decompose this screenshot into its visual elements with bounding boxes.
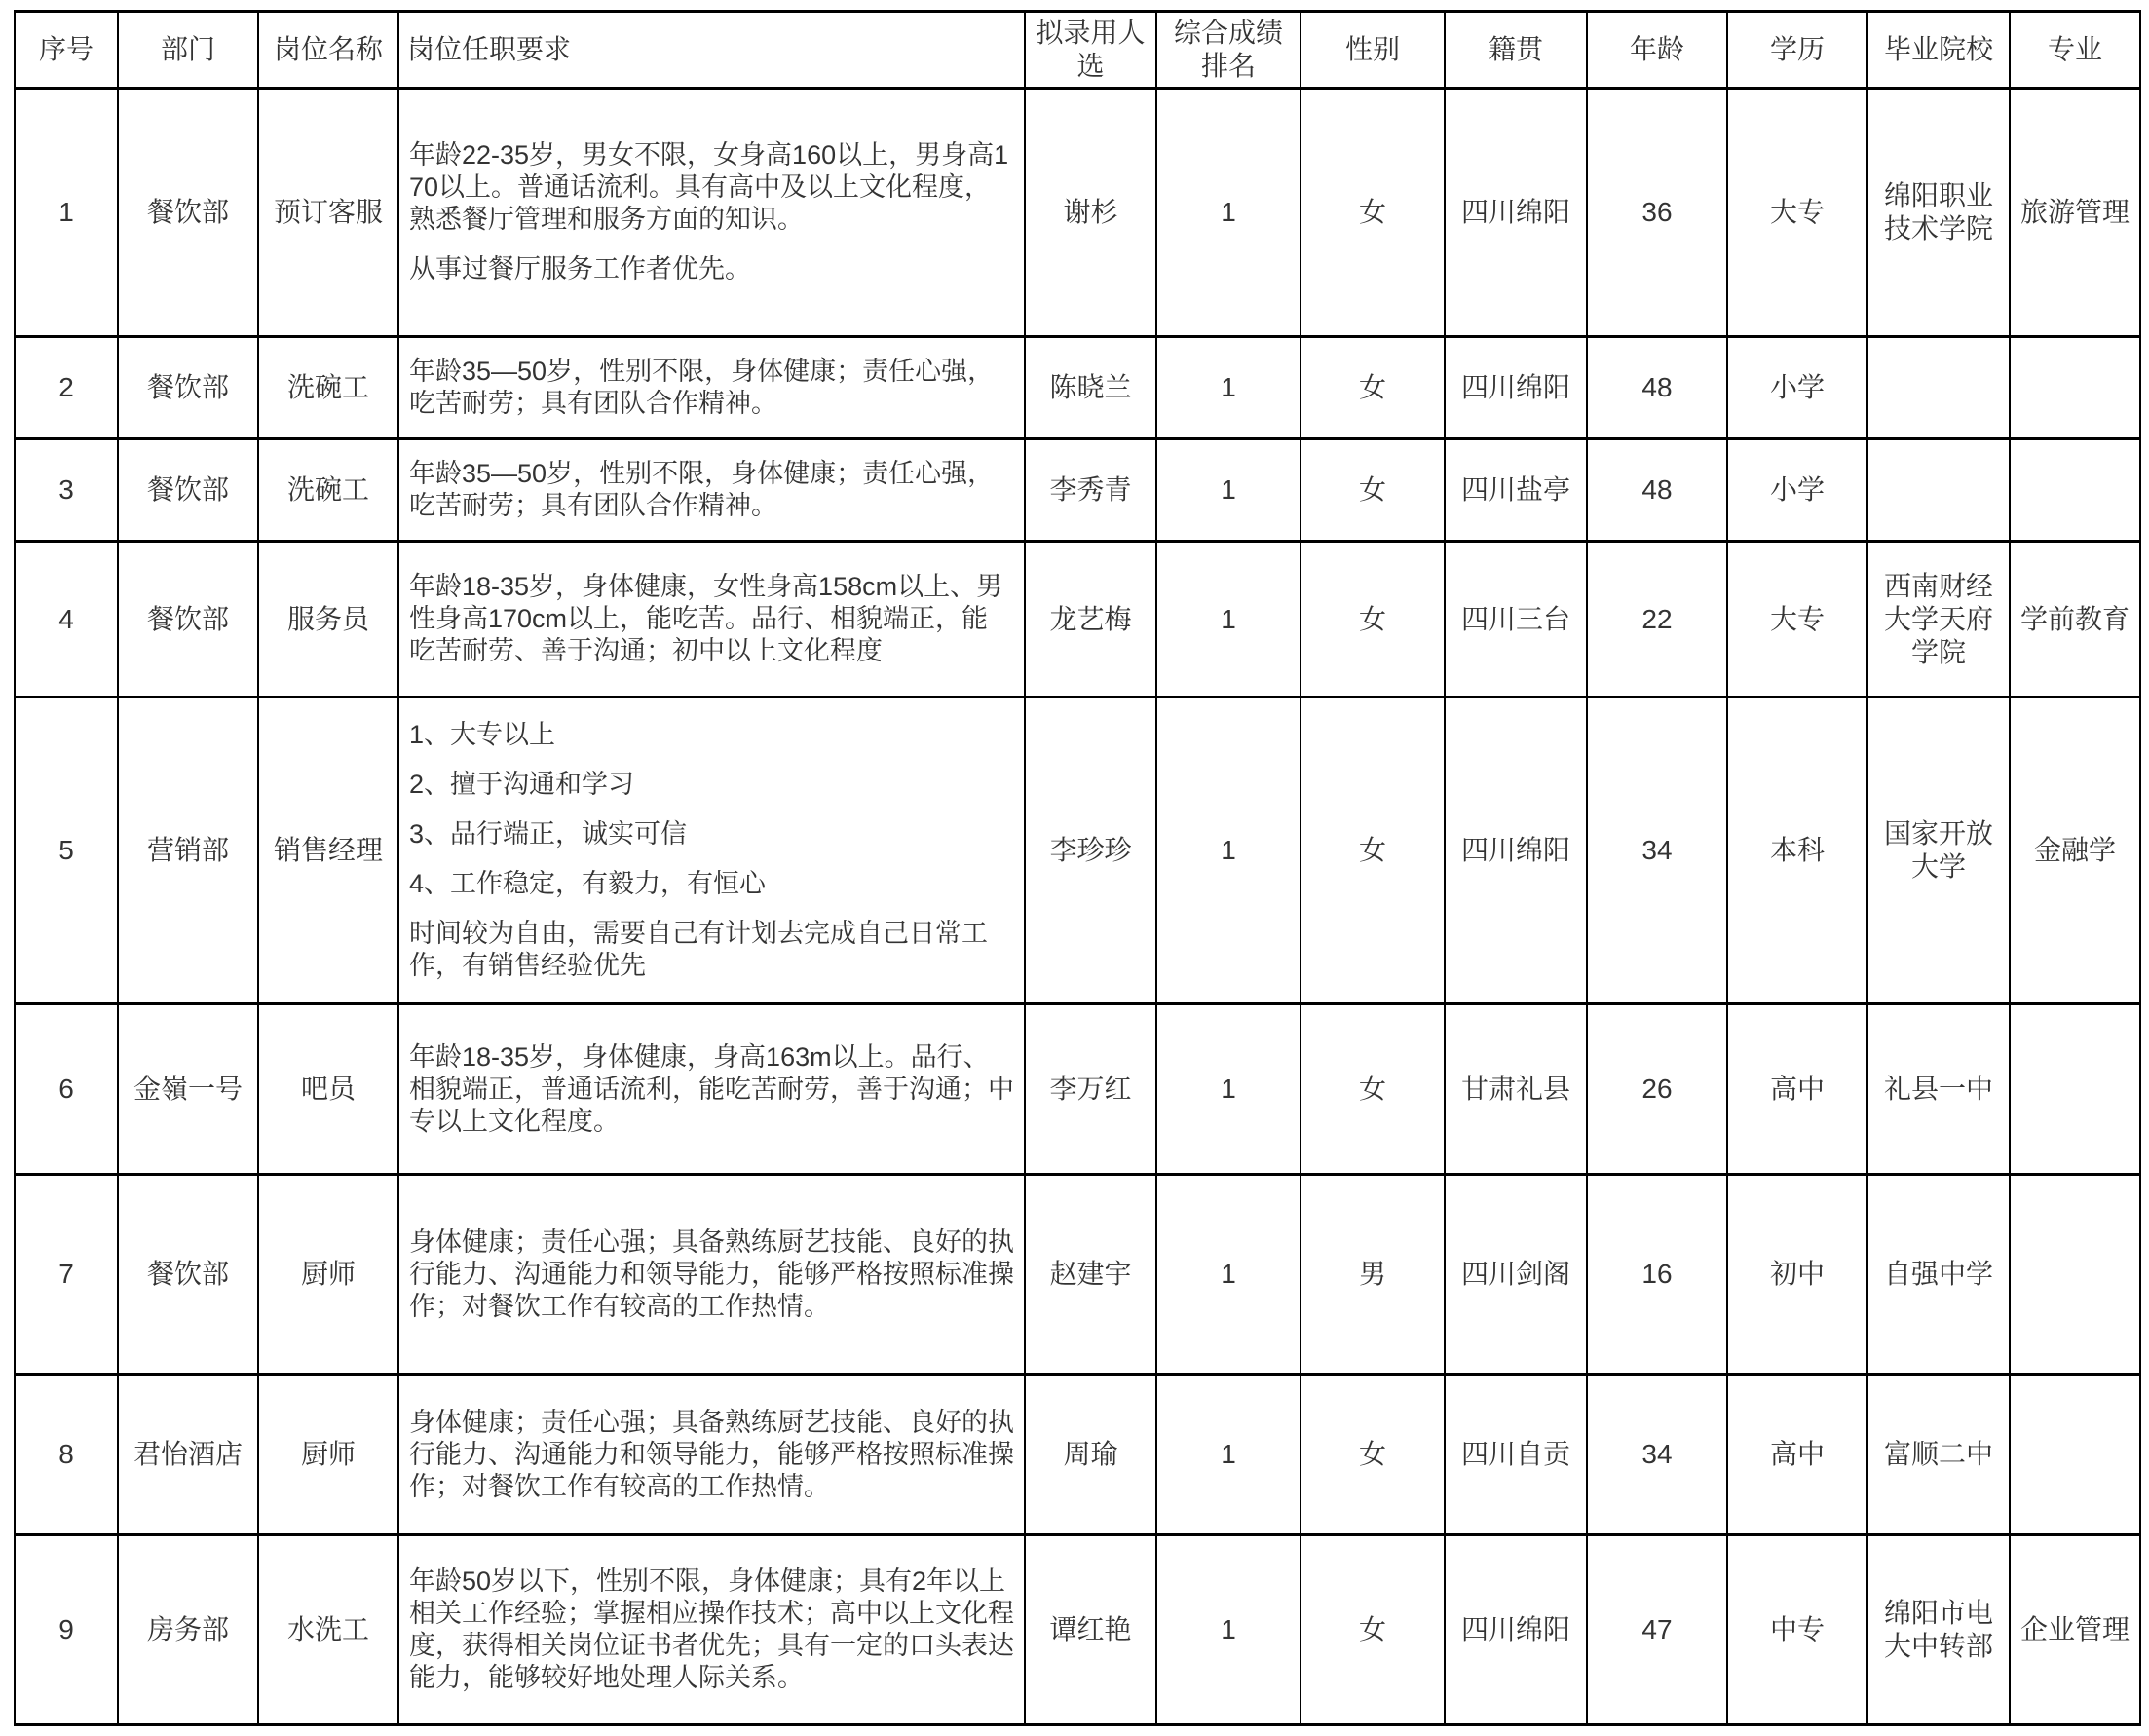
cell-requirements bbox=[398, 1175, 1025, 1375]
cell-department: 餐饮部 bbox=[118, 89, 258, 337]
cell-gender: 女 bbox=[1301, 439, 1445, 542]
cell-position: 吧员 bbox=[258, 1004, 398, 1175]
column-header-education: 学历 bbox=[1727, 12, 1867, 89]
requirement-paragraph: 年龄18-35岁，身体健康，身高163m以上。品行、相貌端正，普通话流利，能吃苦耐劳，善于沟通；中专以上文化程度。 bbox=[409, 1041, 1014, 1136]
cell-candidate: 谭红艳 bbox=[1025, 1535, 1156, 1725]
cell-rank: 1 bbox=[1156, 89, 1301, 337]
cell-position: 洗碗工 bbox=[258, 439, 398, 542]
cell-department: 金嶺一号 bbox=[118, 1004, 258, 1175]
cell-candidate: 陈晓兰 bbox=[1025, 337, 1156, 439]
cell-education: 大专 bbox=[1727, 89, 1867, 337]
column-header-major: 专业 bbox=[2010, 12, 2140, 89]
table-body bbox=[15, 89, 2140, 1725]
cell-major bbox=[2010, 1375, 2140, 1535]
cell-age: 36 bbox=[1587, 89, 1727, 337]
cell-candidate: 李万红 bbox=[1025, 1004, 1156, 1175]
cell-hometown: 四川绵阳 bbox=[1445, 1535, 1587, 1725]
requirement-paragraph: 3、品行端正，诚实可信 bbox=[409, 819, 688, 849]
cell-position: 销售经理 bbox=[258, 698, 398, 1004]
cell-gender: 女 bbox=[1301, 89, 1445, 337]
cell-position: 厨师 bbox=[258, 1175, 398, 1375]
cell-school bbox=[1867, 439, 2010, 542]
cell-rank: 1 bbox=[1156, 1175, 1301, 1375]
cell-gender: 男 bbox=[1301, 1175, 1445, 1375]
table-row bbox=[15, 1535, 2140, 1725]
cell-age: 26 bbox=[1587, 1004, 1727, 1175]
cell-hometown: 四川绵阳 bbox=[1445, 337, 1587, 439]
requirement-paragraph: 1、大专以上 bbox=[409, 720, 556, 749]
cell-education: 高中 bbox=[1727, 1375, 1867, 1535]
cell-requirements bbox=[398, 1375, 1025, 1535]
cell-education: 小学 bbox=[1727, 439, 1867, 542]
cell-age: 34 bbox=[1587, 698, 1727, 1004]
cell-hometown: 四川剑阁 bbox=[1445, 1175, 1587, 1375]
cell-hometown: 四川自贡 bbox=[1445, 1375, 1587, 1535]
cell-candidate: 李秀青 bbox=[1025, 439, 1156, 542]
cell-school: 绵阳职业技术学院 bbox=[1867, 89, 2010, 337]
cell-position: 预订客服 bbox=[258, 89, 398, 337]
cell-major bbox=[2010, 1004, 2140, 1175]
cell-education: 本科 bbox=[1727, 698, 1867, 1004]
cell-age: 34 bbox=[1587, 1375, 1727, 1535]
cell-hometown: 四川绵阳 bbox=[1445, 89, 1587, 337]
recruitment-table bbox=[14, 10, 2141, 1726]
requirement-paragraph: 年龄35—50岁，性别不限，身体健康；责任心强，吃苦耐劳；具有团队合作精神。 bbox=[409, 459, 995, 520]
cell-rank: 1 bbox=[1156, 1375, 1301, 1535]
column-header-candidate: 拟录用人选 bbox=[1025, 12, 1156, 89]
requirement-paragraph: 身体健康；责任心强；具备熟练厨艺技能、良好的执行能力、沟通能力和领导能力，能够严格按照标准操作；对餐饮工作有较高的工作热情。 bbox=[409, 1407, 1014, 1501]
cell-education: 小学 bbox=[1727, 337, 1867, 439]
cell-index: 9 bbox=[15, 1535, 118, 1725]
cell-candidate: 周瑜 bbox=[1025, 1375, 1156, 1535]
cell-age: 47 bbox=[1587, 1535, 1727, 1725]
cell-department: 餐饮部 bbox=[118, 542, 258, 698]
cell-index: 6 bbox=[15, 1004, 118, 1175]
cell-department: 餐饮部 bbox=[118, 1175, 258, 1375]
cell-index: 3 bbox=[15, 439, 118, 542]
cell-hometown: 四川三台 bbox=[1445, 542, 1587, 698]
column-header-school: 毕业院校 bbox=[1867, 12, 2010, 89]
column-header-hometown: 籍贯 bbox=[1445, 12, 1587, 89]
cell-position: 服务员 bbox=[258, 542, 398, 698]
cell-school: 绵阳市电大中转部 bbox=[1867, 1535, 2010, 1725]
cell-major bbox=[2010, 1175, 2140, 1375]
cell-rank: 1 bbox=[1156, 1004, 1301, 1175]
table-row bbox=[15, 1175, 2140, 1375]
cell-major: 学前教育 bbox=[2010, 542, 2140, 698]
table-row bbox=[15, 439, 2140, 542]
cell-index: 2 bbox=[15, 337, 118, 439]
requirement-paragraph: 从事过餐厅服务工作者优先。 bbox=[409, 254, 751, 283]
cell-candidate: 李珍珍 bbox=[1025, 698, 1156, 1004]
cell-education: 初中 bbox=[1727, 1175, 1867, 1375]
requirement-paragraph: 时间较为自由，需要自己有计划去完成自己日常工作，有销售经验优先 bbox=[409, 919, 988, 980]
cell-gender: 女 bbox=[1301, 1375, 1445, 1535]
cell-rank: 1 bbox=[1156, 542, 1301, 698]
table-row bbox=[15, 337, 2140, 439]
table-row bbox=[15, 698, 2140, 1004]
cell-school: 西南财经大学天府学院 bbox=[1867, 542, 2010, 698]
cell-major: 企业管理 bbox=[2010, 1535, 2140, 1725]
cell-department: 君怡酒店 bbox=[118, 1375, 258, 1535]
cell-rank: 1 bbox=[1156, 337, 1301, 439]
cell-gender: 女 bbox=[1301, 542, 1445, 698]
cell-age: 48 bbox=[1587, 337, 1727, 439]
cell-requirements bbox=[398, 337, 1025, 439]
cell-major: 旅游管理 bbox=[2010, 89, 2140, 337]
requirement-paragraph: 身体健康；责任心强；具备熟练厨艺技能、良好的执行能力、沟通能力和领导能力，能够严格按照标准操作；对餐饮工作有较高的工作热情。 bbox=[409, 1227, 1014, 1321]
table-header bbox=[15, 12, 2140, 89]
cell-gender: 女 bbox=[1301, 337, 1445, 439]
column-header-requirements: 岗位任职要求 bbox=[398, 12, 1025, 89]
cell-requirements bbox=[398, 89, 1025, 337]
column-header-position: 岗位名称 bbox=[258, 12, 398, 89]
cell-age: 48 bbox=[1587, 439, 1727, 542]
cell-candidate: 谢杉 bbox=[1025, 89, 1156, 337]
cell-department: 房务部 bbox=[118, 1535, 258, 1725]
cell-department: 餐饮部 bbox=[118, 439, 258, 542]
column-header-rank: 综合成绩排名 bbox=[1156, 12, 1301, 89]
cell-requirements bbox=[398, 1535, 1025, 1725]
cell-education: 中专 bbox=[1727, 1535, 1867, 1725]
cell-requirements bbox=[398, 542, 1025, 698]
cell-school: 礼县一中 bbox=[1867, 1004, 2010, 1175]
cell-gender: 女 bbox=[1301, 1004, 1445, 1175]
column-header-gender: 性别 bbox=[1301, 12, 1445, 89]
cell-position: 厨师 bbox=[258, 1375, 398, 1535]
cell-candidate: 龙艺梅 bbox=[1025, 542, 1156, 698]
cell-age: 22 bbox=[1587, 542, 1727, 698]
requirement-paragraph: 年龄18-35岁，身体健康，女性身高158cm以上、男性身高170cm以上，能吃苦。品行、相貌端正，能吃苦耐劳、善于沟通；初中以上文化程度 bbox=[409, 572, 1003, 665]
cell-school: 富顺二中 bbox=[1867, 1375, 2010, 1535]
cell-index: 5 bbox=[15, 698, 118, 1004]
cell-index: 4 bbox=[15, 542, 118, 698]
cell-rank: 1 bbox=[1156, 698, 1301, 1004]
requirement-paragraph: 年龄35—50岁，性别不限，身体健康；责任心强，吃苦耐劳；具有团队合作精神。 bbox=[409, 357, 995, 418]
cell-index: 1 bbox=[15, 89, 118, 337]
requirement-paragraph: 年龄22-35岁，男女不限，女身高160以上，男身高170以上。普通话流利。具有高中及以上文化程度，熟悉餐厅管理和服务方面的知识。 bbox=[409, 140, 1009, 234]
cell-requirements bbox=[398, 1004, 1025, 1175]
requirement-paragraph: 4、工作稳定，有毅力，有恒心 bbox=[409, 869, 767, 898]
cell-education: 大专 bbox=[1727, 542, 1867, 698]
cell-index: 7 bbox=[15, 1175, 118, 1375]
cell-hometown: 四川盐亭 bbox=[1445, 439, 1587, 542]
cell-school: 自强中学 bbox=[1867, 1175, 2010, 1375]
table-row bbox=[15, 1375, 2140, 1535]
cell-major bbox=[2010, 439, 2140, 542]
cell-hometown: 四川绵阳 bbox=[1445, 698, 1587, 1004]
table-row bbox=[15, 542, 2140, 698]
table-row bbox=[15, 89, 2140, 337]
cell-age: 16 bbox=[1587, 1175, 1727, 1375]
cell-major bbox=[2010, 337, 2140, 439]
column-header-age: 年龄 bbox=[1587, 12, 1727, 89]
cell-gender: 女 bbox=[1301, 698, 1445, 1004]
column-header-index: 序号 bbox=[15, 12, 118, 89]
cell-candidate: 赵建宇 bbox=[1025, 1175, 1156, 1375]
table-row bbox=[15, 1004, 2140, 1175]
requirement-paragraph: 2、擅于沟通和学习 bbox=[409, 770, 635, 799]
cell-school bbox=[1867, 337, 2010, 439]
cell-gender: 女 bbox=[1301, 1535, 1445, 1725]
cell-position: 水洗工 bbox=[258, 1535, 398, 1725]
header-row bbox=[15, 12, 2140, 89]
cell-school: 国家开放大学 bbox=[1867, 698, 2010, 1004]
cell-rank: 1 bbox=[1156, 1535, 1301, 1725]
cell-department: 餐饮部 bbox=[118, 337, 258, 439]
cell-major: 金融学 bbox=[2010, 698, 2140, 1004]
cell-index: 8 bbox=[15, 1375, 118, 1535]
cell-department: 营销部 bbox=[118, 698, 258, 1004]
column-header-department: 部门 bbox=[118, 12, 258, 89]
cell-requirements bbox=[398, 439, 1025, 542]
cell-hometown: 甘肃礼县 bbox=[1445, 1004, 1587, 1175]
cell-rank: 1 bbox=[1156, 439, 1301, 542]
requirement-paragraph: 年龄50岁以下，性别不限，身体健康；具有2年以上相关工作经验；掌握相应操作技术；高中以上文化程度，获得相关岗位证书者优先；具有一定的口头表达能力，能够较好地处理人际关系。 bbox=[409, 1566, 1014, 1692]
cell-education: 高中 bbox=[1727, 1004, 1867, 1175]
cell-position: 洗碗工 bbox=[258, 337, 398, 439]
cell-requirements bbox=[398, 698, 1025, 1004]
